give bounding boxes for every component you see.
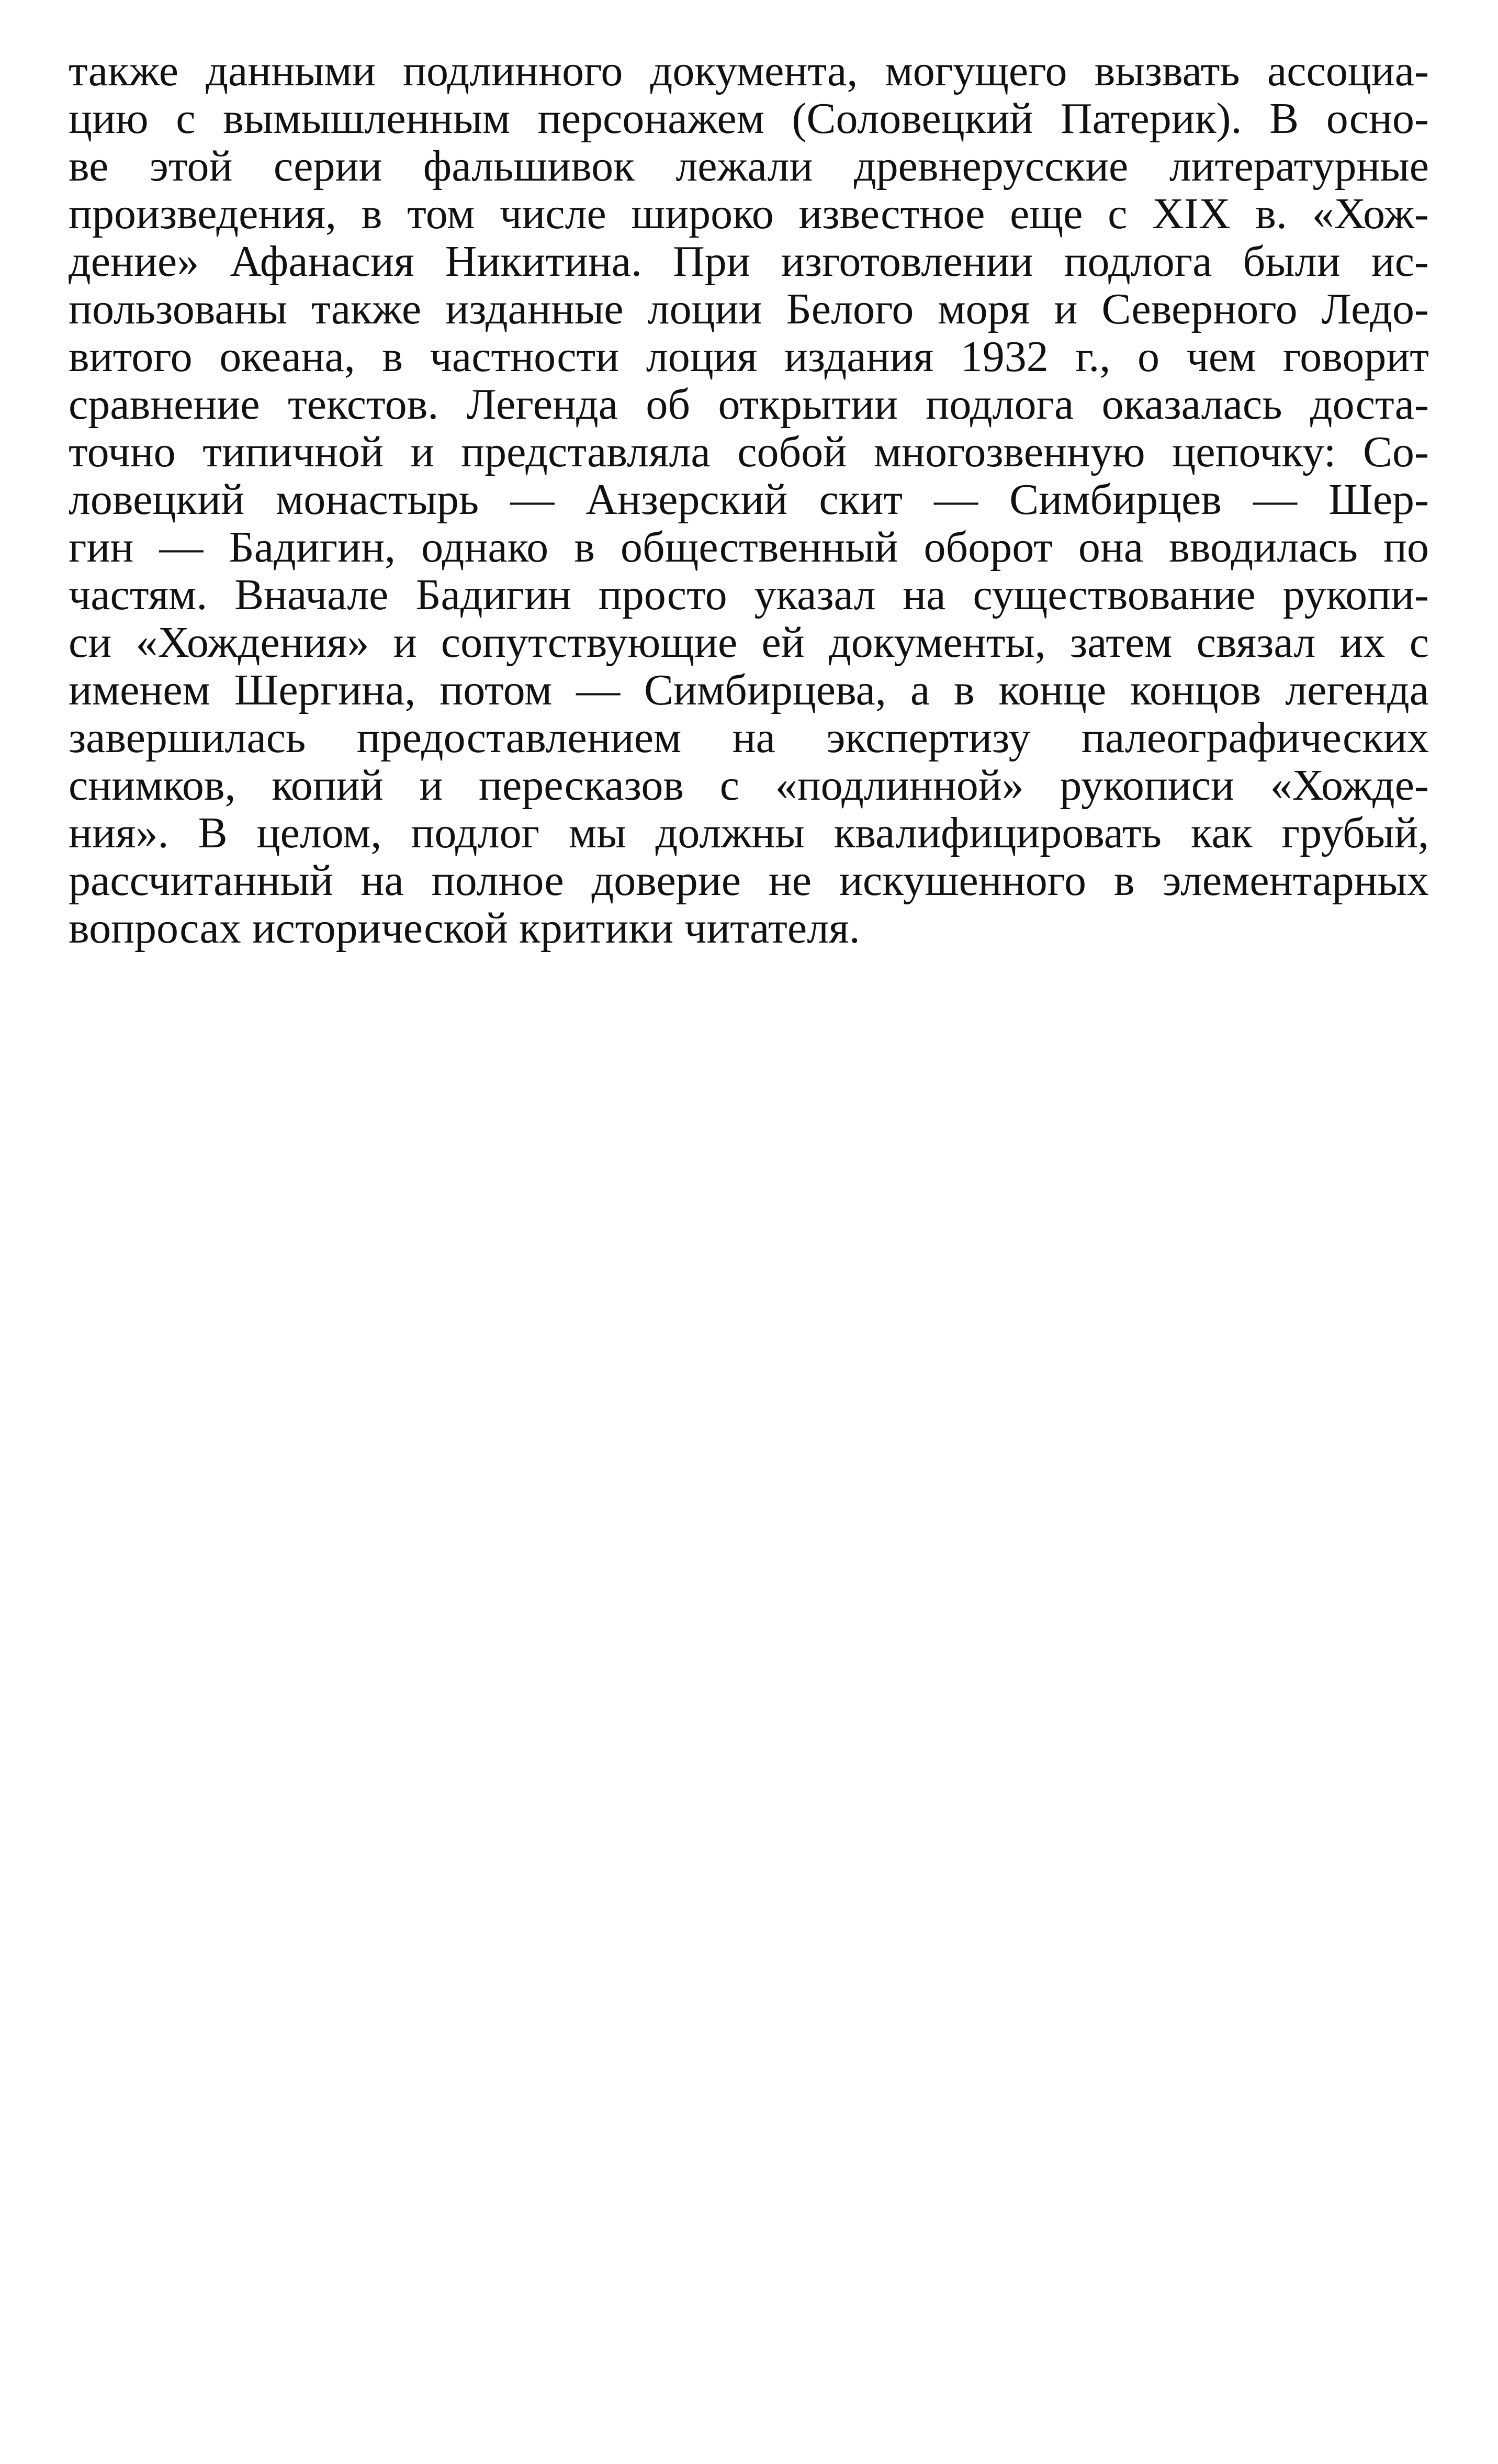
text-line: именем Шергина, потом — Симбирцева, а в конце концов легенда (69, 666, 1429, 714)
text-line: гин — Бадигин, однако в общественный оборот она вводилась по (69, 523, 1429, 572)
text-line: цию с вымышленным персонажем (Соловецкий Патерик). В осно- (69, 94, 1429, 143)
text-line: произведения, в том числе широко известное еще с XIX в. «Хож- (69, 189, 1429, 238)
text-line: дение» Афанасия Никитина. При изготовлении подлога были ис- (69, 237, 1429, 286)
text-line: сравнение текстов. Легенда об открытии подлога оказалась доста- (69, 380, 1429, 429)
text-line: снимков, копий и пересказов с «подлинной» рукописи «Хожде- (69, 761, 1429, 810)
text-line-last: вопросах исторической критики читателя. (69, 904, 860, 953)
text-line: ве этой серии фальшивок лежали древнерусские литературные (69, 142, 1429, 191)
text-line: точно типичной и представляла собой многозвенную цепочку: Со- (69, 428, 1429, 476)
text-line: завершилась предоставлением на экспертизу палеографических (69, 713, 1429, 762)
text-line: витого океана, в частности лоция издания 1932 г., о чем говорит (69, 332, 1429, 381)
text-line: ния». В целом, подлог мы должны квалифицировать как грубый, (69, 809, 1429, 857)
text-line: си «Хождения» и сопутствующие ей документы, затем связал их с (69, 618, 1429, 667)
text-line: пользованы также изданные лоции Белого моря и Северного Ледо- (69, 285, 1429, 333)
text-line: ловецкий монастырь — Анзерский скит — Симбирцев — Шер- (69, 475, 1429, 524)
text-line: частям. Вначале Бадигин просто указал на существование рукопи- (69, 570, 1429, 619)
text-line: также данными подлинного документа, могущего вызвать ассоциа- (69, 47, 1429, 95)
body-paragraph (69, 47, 1429, 952)
text-line: рассчитанный на полное доверие не искушенного в элементарных (69, 856, 1429, 905)
